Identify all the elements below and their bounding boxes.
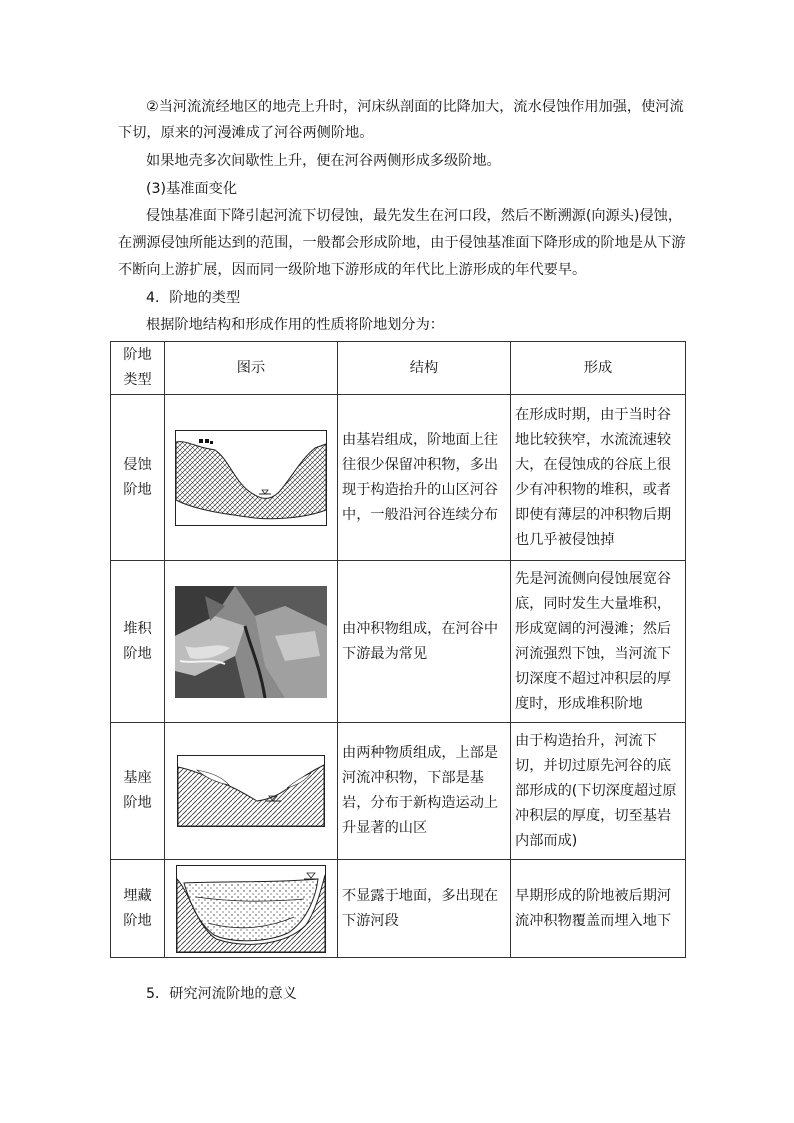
header-type-line-1: 阶地	[123, 347, 152, 363]
row-type-strath	[111, 723, 165, 860]
row-type-line-2: 阶地	[123, 481, 152, 498]
row-type-fill	[111, 561, 165, 723]
section-5-heading: 5．研究河流阶地的意义	[146, 986, 297, 1002]
row-structure: 由基岩组成，阶地面上往往很少保留冲积物，多出现于构造抬升的山区河谷中，一般沿河谷连续分布	[338, 395, 511, 561]
figure-cell	[165, 561, 338, 723]
terrace-types-table	[110, 341, 686, 958]
table-row	[111, 561, 686, 723]
section-4-heading: 4．阶地的类型	[146, 290, 241, 306]
row-type-erosion	[111, 395, 165, 561]
row-type-buried	[111, 860, 165, 958]
figure-cell	[165, 860, 338, 958]
row-formation: 由于构造抬升，河流下切，并切过原先河谷的底部形成的(下切深度超过原冲积层的厚度，切至基岩内部而成)	[511, 723, 686, 860]
section-4-intro: 根据阶地结构和形成作用的性质将阶地划分为：	[146, 317, 444, 333]
header-type-line-2: 类型	[123, 372, 152, 388]
header-figure: 图示	[165, 342, 338, 395]
table-row	[111, 723, 686, 860]
paragraph-3-line-1: 侵蚀基准面下降引起河流下切侵蚀，最先发生在河口段，然后不断溯源(向源头)侵蚀，	[146, 208, 683, 224]
header-formation: 形成	[511, 342, 686, 395]
erosion-terrace-diagram	[175, 430, 327, 526]
paragraph-1-line-2: 下切，原来的河漫滩成了河谷两侧阶地。	[118, 125, 374, 141]
strath-terrace-diagram	[177, 755, 325, 827]
paragraph-3-line-3: 不断向上游扩展，因而同一级阶地下游形成的年代比上游形成的年代要早。	[118, 262, 587, 278]
table-row	[111, 860, 686, 958]
row-formation: 早期形成的阶地被后期河流冲积物覆盖而埋入地下	[511, 860, 686, 958]
row-type-line-1: 埋藏	[123, 887, 152, 904]
subheading-baselevel: (3)基准面变化	[146, 181, 238, 197]
row-structure: 由冲积物组成，在河谷中下游最为常见	[338, 561, 511, 723]
row-formation: 先是河流侧向侵蚀展宽谷底，同时发生大量堆积，形成宽阔的河漫滩；然后河流强烈下蚀，当河流下切深度不超过冲积层的厚度时，形成堆积阶地	[511, 561, 686, 723]
row-formation: 在形成时期，由于当时谷地比较狭窄，水流流速较大，在侵蚀成的谷底上很少有冲积物的堆积，或者即使有薄层的冲积物后期也几乎被侵蚀掉	[511, 395, 686, 561]
paragraph-2: 如果地壳多次间歇性上升，便在河谷两侧形成多级阶地。	[146, 153, 501, 169]
paragraph-1-line-1: ②当河流流经地区的地壳上升时，河床纵剖面的比降加大，流水侵蚀作用加强，使河流	[146, 99, 684, 115]
row-structure: 不显露于地面，多出现在下游河段	[338, 860, 511, 958]
header-structure: 结构	[338, 342, 511, 395]
table-row	[111, 395, 686, 561]
paragraph-3-line-2: 在溯源侵蚀所能达到的范围，一般都会形成阶地，由于侵蚀基准面下降形成的阶地是从下游	[118, 235, 686, 251]
row-type-line-1: 侵蚀	[123, 456, 152, 473]
row-type-line-2: 阶地	[123, 645, 152, 662]
table-header-row	[111, 342, 686, 395]
row-type-line-2: 阶地	[123, 912, 152, 929]
row-structure: 由两种物质组成，上部是河流冲积物，下部是基岩，分布于新构造运动上升显著的山区	[338, 723, 511, 860]
row-type-line-1: 堆积	[123, 620, 152, 637]
figure-cell	[165, 395, 338, 561]
figure-cell	[165, 723, 338, 860]
row-type-line-1: 基座	[123, 770, 152, 786]
row-type-line-2: 阶地	[123, 795, 152, 811]
header-type	[111, 342, 165, 395]
buried-terrace-diagram	[176, 865, 326, 953]
fill-terrace-photo	[175, 586, 327, 698]
